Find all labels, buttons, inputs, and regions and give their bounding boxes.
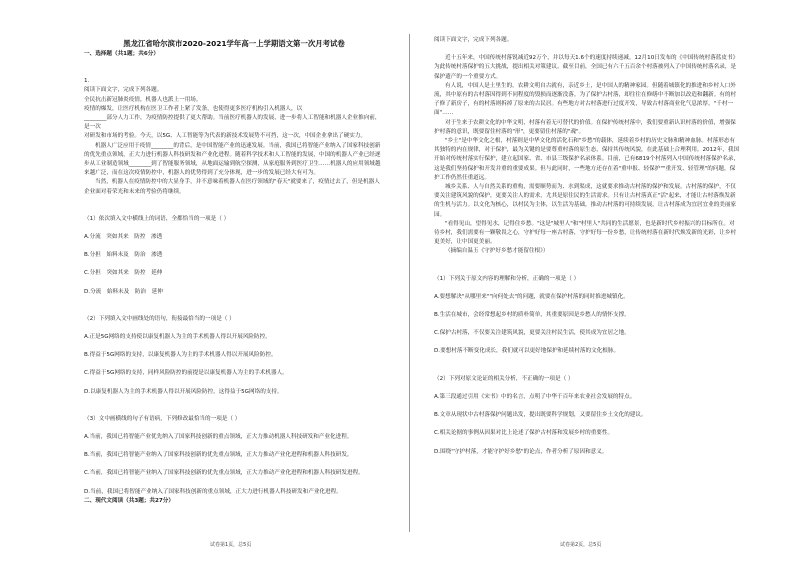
option-b[interactable]: B.文章从现状中古村落保护问题出发，提出既要科学规划，又要留住乡土文化的建议。 xyxy=(434,412,647,419)
article-paragraph-3: 对于生来于农耕文化的中华文明，村落有着无可替代的价值。在保护传统村落中，我们要重新认识村落的价值，增强保护村落的意识，既要留住村落的"形"，更要留住村落的"魂"。 xyxy=(434,119,736,135)
passage-paragraph: 机器人广泛应用于疫情________的背后，是中国智能产业的迅速发展。当前，我国已将智能产业纳入了国家科技创新的优先重点领域，正大力进行机器人科技研发和产业化进程。随着科学技术和人工智能的发展，中国的机器人产业已经逐步从工业制造领域________到了智能服务领域，从地面运输到航空探测，从家庭服务到医疗卫生……机器人的应用领域越来越广泛，而在这次疫情防控中，机器人的优势得到了充分体现，进一步的发展已经大有可为。 xyxy=(84,142,381,177)
passage-line: ________部分人力工作，为疫情防控提供了更大帮助。当前医疗机器人的发展，进一步将人工智能和机器人企业推向前，是一次 xyxy=(84,115,381,131)
option-a[interactable]: A.当前，我国已将智能产业优先纳入了国家科技创新的重点领域，正大力推动机器人科技研发和产业化进程。 xyxy=(84,434,353,441)
section-heading-2: 二、现代文阅读（共3题；共27分） xyxy=(84,497,174,504)
question-number: 1. xyxy=(84,78,90,85)
option-b[interactable]: B.分担 始料未及 防治 渗透 xyxy=(84,252,163,259)
sub-question-1: （1）依次填入文中横线上的词语，全都恰当的一项是（ ） xyxy=(84,215,230,222)
option-b[interactable]: B.得益于5G网络的支持，以康复机器人为主的手术机器人得以开展风险防控。 xyxy=(84,352,277,359)
option-c[interactable]: C.分担 突如其来 防控 延伸 xyxy=(84,270,163,277)
article-source: （摘编自温玉《守护好乡愁才能留住根》） xyxy=(445,248,549,255)
passage-line: 对研发和市场的考验。今天，以5G、人工智能等为代表的新技术发展势不可挡，这一次，中国企业拿出了硬实力。 xyxy=(84,133,366,140)
option-d[interactable]: D.以康复机器人为主的手术机器人得以开展风险防控，这得益于5G网络的支持。 xyxy=(84,388,283,395)
article-paragraph-5: 城乡关系、人与自然关系的重构，需要顺势而为、水到渠成，这就要求推动古村落的保护和发展。古村落的保护，不仅要关注建筑风貌的保护，更要关注人的需求，尤其是原住民的生活需求。只有让古村落真正"活"起来，才能让古村落焕发新的生机与活力。以文化为核心，以村民为主体，以生活为基础，推动古村落的可持续发展，让古村落成为宜居宜业的美丽家园。 xyxy=(434,184,737,218)
passage-line: 疫情的爆发，让医疗机构在医卫工作者上紧了发条，也使得更多医疗机构引入机器人，以 xyxy=(84,105,303,112)
option-b[interactable]: B.生活在城市，会经常想起乡村的质朴简单，其重要原因是乡愁人的情怀支撑。 xyxy=(434,312,630,319)
right-column xyxy=(434,36,740,457)
option-d[interactable]: D.当前，我国已将智能产业纳入了国家科技创新的重点领域，正大力进行机器人科技研发和产业化进程。 xyxy=(84,488,342,495)
option-c[interactable]: C.当前，我国已将智能产业纳入了国家科技创新的优先重点领域，正大力推动产业化进程和机器人科技研发进程。 xyxy=(84,470,364,477)
reading-intro: 阅读下面文字，完成下列各题。 xyxy=(434,37,513,43)
sub-question-2: （2）下列填入文中画线处的语句，衔接最恰当的一项是（ ） xyxy=(84,315,235,322)
page-footer-right: 试卷第2页，总5页 xyxy=(560,542,602,548)
option-c[interactable]: C.得益于5G网络的支持，同样风险防控的前提是以康复机器人为主的手术机器人。 xyxy=(84,370,288,377)
article-paragraph-2: 有人说，中国人是土里生的。农耕文明自古就有，亲近乡土，是中国人的精神家园。但随着城镇化的推进和乡村人口外流，其中原有的古村落因得到不同程度的毁损而逐渐没落。为了保护古村落，却往往在修缮中不断加以改造和翻新。有的村子修了新房子，有的村落则拆掉了原来的古民居。有些地方对古村落进行过度开发，导致古村落商业化气息浓厚，"千村一面"…… xyxy=(434,82,737,117)
passage-paragraph: 当然，机器人在疫情防控中的大显身手，并不意味着机器人在医疗领域的"春天"就要来了，疫情过去了，但是机器人企业面对着荣光和未来的考验仍将继续。 xyxy=(84,179,380,195)
question-intro: 阅读下面文字，完成下列各题。 xyxy=(84,87,163,94)
option-c[interactable]: C.保护古村落，不仅要关注建筑风貌，更要关注村民生活，使其成为宜居之地。 xyxy=(434,330,630,337)
page-title: 黑龙江省哈尔滨市2020-2021学年高一上学期语文第一次月考试卷 xyxy=(123,39,345,48)
page-footer-left: 试卷第1页，总5页 xyxy=(210,542,252,548)
sub-question-1: （1）下列关于原文内容的理解和分析，正确的一项是（ ） xyxy=(434,275,580,282)
sub-question-2: （2）下列对原文论证的相关分析，不正确的一项是（ ） xyxy=(434,375,574,382)
option-a[interactable]: A.正是5G网络的支持使以康复机器人为主的手术机器人得以开展风险防控。 xyxy=(84,334,271,341)
left-column xyxy=(84,36,384,506)
option-d[interactable]: D.分流 始料未及 防治 延伸 xyxy=(84,288,163,295)
option-a[interactable]: A.第三段通过引用《宋书》中的名言，点明了中华千百年来农业社会发展的特点。 xyxy=(434,393,636,400)
sub-question-3: （3）文中画横线的句子有语病，下列修改最恰当的一项是（ ） xyxy=(84,415,241,422)
option-a[interactable]: A.要想解决"从哪里来""向何处去"的问题，就要在保护村落的同时推进城镇化。 xyxy=(434,293,629,300)
article-paragraph-4: "乡土"是中华文化之根，村落则是中华文化的活化石和"乡愁"的载体，延续着乡村的历史文脉和精神血脉。村落形态有其独特的内在规律，对于保护，最为关键的是要尊重村落的原生态，保持其传统风貌，在此基础上合理利用。2012年，我国开始对传统村落实行保护，建立起国家、省、市县三级保护名录体系。目前，已有6819个村落列入中国传统村落保护名录，这是我们坚持保护和开发并重的重要成果。但与此同时，一些地方还存在着"重申报、轻保护""重开发、轻管理"的问题，保护工作仍然任重道远。 xyxy=(434,138,740,181)
section-heading-1: 一、选择题（共1题；共6分） xyxy=(84,51,159,57)
article-paragraph-6: "看得见山，望得见水，记得住乡愁。"这是"城里人"和"村里人"共同的生活愿景，也是新时代乡村振兴的目标所在。对待乡村，我们需要有一颗敬畏之心，守护好每一座古村落，守护好每一份乡愁，让传统村落在新时代焕发新的光彩，让乡村更美好，让中国更美丽。 xyxy=(434,220,737,246)
column-divider xyxy=(409,34,410,532)
option-d[interactable]: D.要想村落不断变化成长，我们就可以更好地保护和延续村落的文化根脉。 xyxy=(434,348,620,355)
passage-line: 全民抗击新冠肺炎疫情，机器人也派上一用场。 xyxy=(84,96,202,103)
option-c[interactable]: C.相关论据的事例从因果对比上论述了保护古村落和发展乡村的重要性。 xyxy=(434,430,614,437)
article-paragraph-1: 近十五年来，中国传统村落锐减近92万个，并以每天1.6个的速度持续递减。12月10日发布的《中国传统村落蓝皮书》为此传统村落保护的五大挑战，提出相关对策建议。截至目前，全国已有六千五百余个村落被列入了中国传统村落名录，是保护遗产的一个重要方式。 xyxy=(434,55,739,80)
option-d[interactable]: D.围绕"守护村落，才能守护好乡愁"的论点，作者分析了原因和意义。 xyxy=(434,448,608,455)
option-a[interactable]: A.分流 突如其来 防控 渗透 xyxy=(84,234,163,241)
option-b[interactable]: B.当前，我国已将智能产业纳入了国家科技创新的优先重点领域，正大力推动产业化进程和机器人科技研发。 xyxy=(84,452,353,459)
